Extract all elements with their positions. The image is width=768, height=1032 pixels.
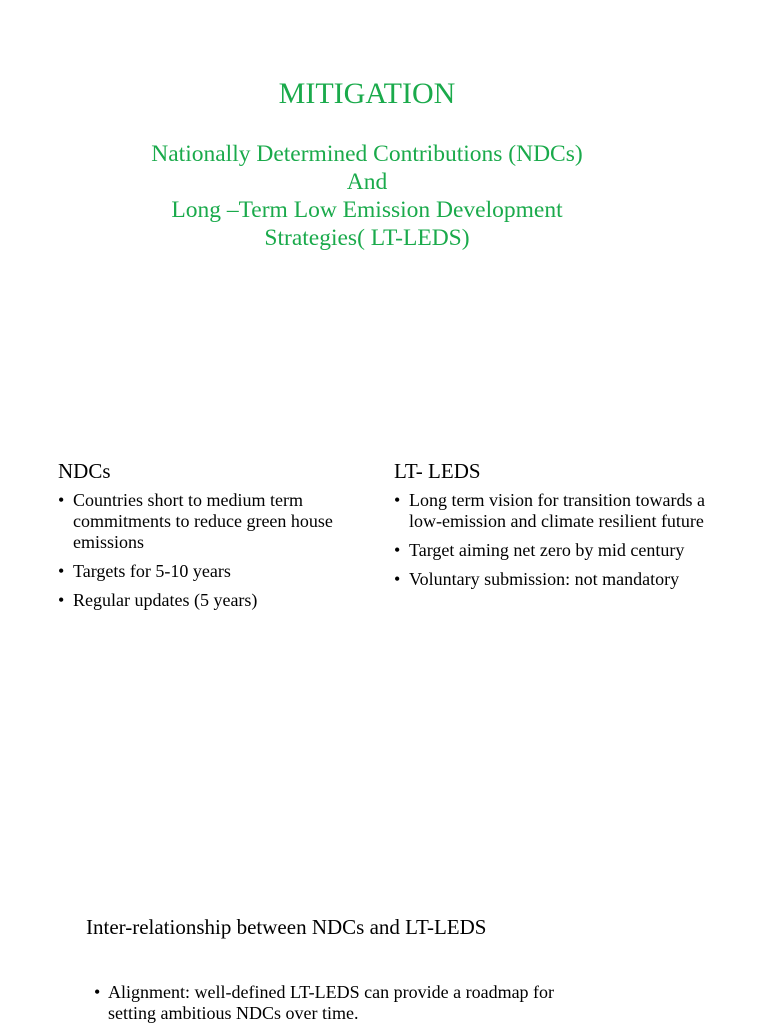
page-subtitle: [0, 140, 734, 252]
interrelationship-heading: Inter-relationship between NDCs and LT-LEDS: [86, 915, 487, 939]
bullet-icon: •: [58, 590, 65, 610]
list-item: [58, 561, 378, 582]
ndcs-column: [58, 458, 378, 619]
ltleds-column: [394, 458, 734, 598]
bullet-icon: •: [94, 982, 101, 1002]
list-item-text: Target aiming net zero by mid century: [409, 540, 685, 560]
subtitle-line-3: Long –Term Low Emission Development: [171, 197, 563, 223]
bullet-icon: •: [394, 540, 401, 560]
list-item-text: Long term vision for transition towards a low-emission and climate resilient future: [409, 490, 705, 531]
list-item: [58, 490, 378, 553]
list-item: [58, 590, 378, 611]
list-item-text: Countries short to medium term commitments to reduce green house emissions: [73, 490, 333, 552]
list-item: [394, 490, 734, 532]
interrelationship-list-container: [94, 982, 604, 1032]
bullet-icon: •: [58, 490, 65, 510]
bullet-icon: •: [58, 561, 65, 581]
list-item: [94, 982, 604, 1024]
ltleds-bullet-list: [394, 490, 734, 590]
ltleds-heading: LT- LEDS: [394, 459, 481, 483]
list-item-text: Targets for 5-10 years: [73, 561, 231, 581]
subtitle-line-1: Nationally Determined Contributions (NDCs): [151, 141, 583, 167]
subtitle-line-4: Strategies( LT-LEDS): [264, 225, 470, 251]
ndcs-bullet-list: [58, 490, 378, 611]
interrelationship-bullet-list: [94, 982, 604, 1024]
list-item-text: Voluntary submission: not mandatory: [409, 569, 680, 589]
subtitle-line-2: And: [346, 169, 388, 195]
list-item: [394, 540, 734, 561]
bullet-icon: •: [394, 490, 401, 510]
list-item: [394, 569, 734, 590]
bullet-icon: •: [394, 569, 401, 589]
list-item-text: Regular updates (5 years): [73, 590, 258, 610]
ndcs-heading: NDCs: [58, 459, 111, 483]
list-item-text: Alignment: well-defined LT-LEDS can provide a roadmap for setting ambitious NDCs over time.: [108, 982, 555, 1023]
page-title: MITIGATION: [278, 77, 456, 110]
